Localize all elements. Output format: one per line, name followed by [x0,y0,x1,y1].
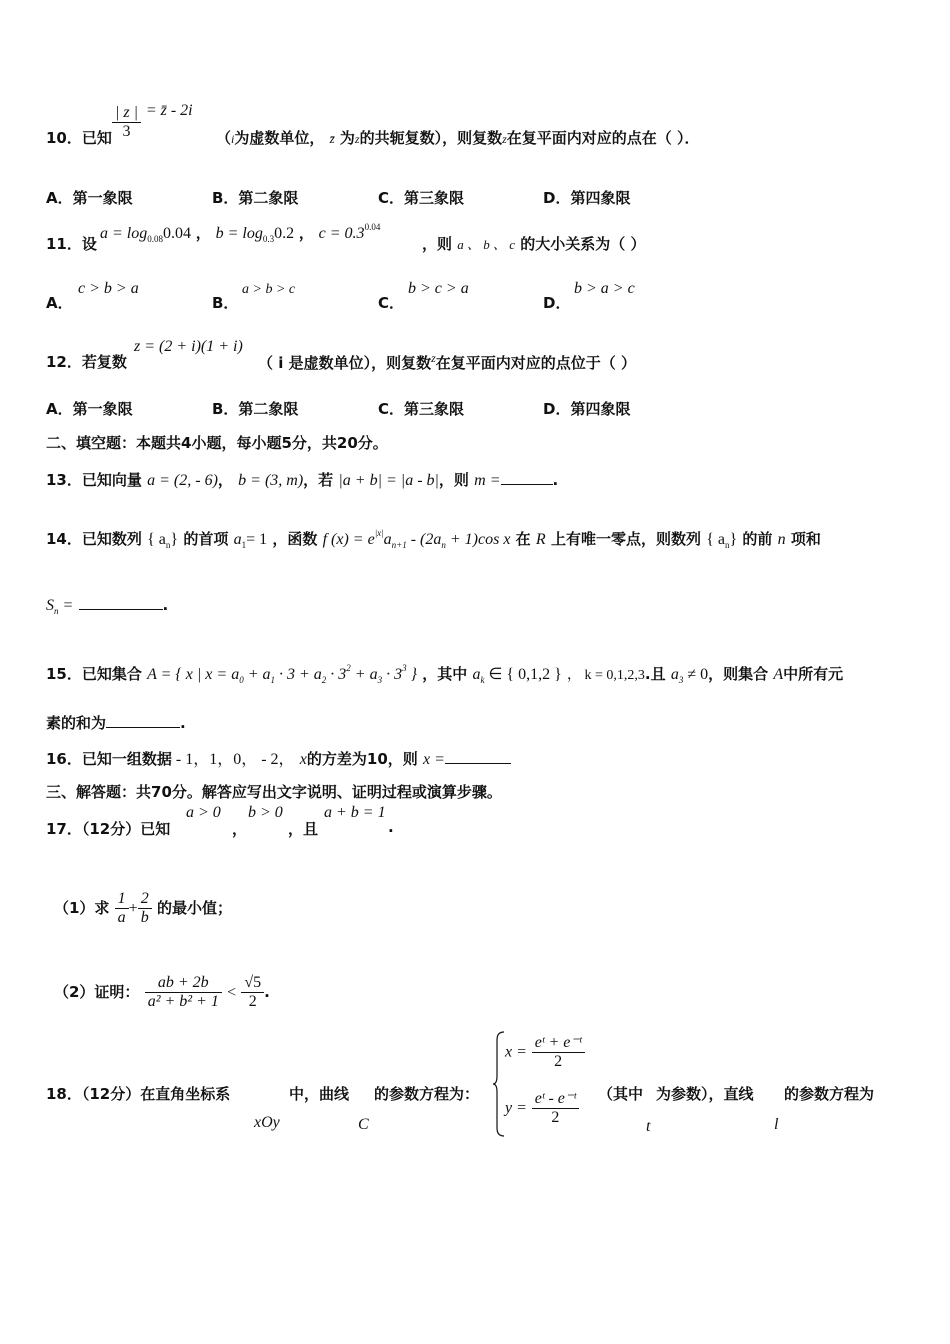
q17-p1-frac1 [115,890,129,927]
q15-a3-sub: 3 [678,675,684,685]
q18-l: l [774,1116,779,1133]
q18-text5: 的参数方程为 [784,1085,875,1103]
q17-p1-frac2 [138,890,152,927]
q14-seq2-open: { a [706,531,725,548]
q10-option-c: C．第三象限 [378,189,465,207]
q10-formula [112,102,193,141]
q17-p2-label: （2）证明： [54,983,140,1001]
q14-a1-val: = 1 [246,531,268,548]
q10-abs-fraction [112,104,141,141]
q13-b-vec: b = (3, m) [238,472,304,489]
q11-opt-a-expr: c > b > a [78,280,139,297]
q15-s0: 0 [239,675,244,685]
q17-p1-f2-num: 2 [138,890,152,909]
q15-line2 [46,712,186,733]
q14-func-a-sub: n+1 [391,540,407,550]
q18-xOy: xOy [254,1114,280,1131]
q13-condition: |a + b| = |a - b| [338,472,439,489]
q11-opt-d-expr: b > a > c [574,280,635,297]
q14-seq-open: { a [147,531,166,548]
q18-number: 18．（12分）在直角坐标系 [46,1085,231,1103]
q11-opt-d-label: D． [543,294,571,312]
q15-number: 15．已知集合 [46,665,142,683]
q15-sup2: 2 [346,663,351,673]
question-17 [46,818,170,839]
question-13: 13．已知向量 a = (2, - 6)， b = (3, m)，若 |a + b| = |a - b|，则 m = . [46,471,559,489]
q16-text: 16．已知一组数据 [46,750,172,768]
q12-tail-text: 在复平面内对应的点位于（ ） [435,354,636,372]
q14-n: n [777,531,786,548]
q13-number: 13．已知向量 [46,471,142,489]
section-3-heading: 三、解答题：共70分。解答应写出文字说明、证明过程或演算步骤。 [46,783,502,801]
q16-x: x [299,751,307,768]
q11-formulas: $a = \log_{0.08}0.04$ ， $b = \log_{0.3}0.2$ ， $c = 0.3^{0.04}$ [100,222,381,244]
q13-end: . [552,471,559,489]
q17-p1-f1-num: 1 [115,890,129,909]
q17-p1-label: （1）求 [54,899,110,917]
q16-answer-blank[interactable] [445,749,511,764]
q14-seq [147,531,178,548]
q11-number: 11．设 [46,235,97,253]
q14-seq-close: } [170,531,179,548]
q18-x-den: 2 [554,1053,563,1070]
q11-opt-b-label: B． [212,294,239,312]
q12-option-a: A．第一象限 [46,400,133,418]
q18-y-equation [505,1090,579,1127]
q10-z: z [502,132,507,146]
q18-C: C [358,1116,369,1133]
q18-text3: （其中 [598,1085,644,1103]
q11-opt-a-label: A． [46,294,73,312]
q18-system-brace [492,1030,506,1138]
q10-option-d: D．第四象限 [543,189,631,207]
q11-option-b [212,292,238,313]
q18-text1: 中，曲线 [289,1085,350,1103]
q17-cond-b: b > 0 [248,804,283,821]
q10-option-b: B．第二象限 [212,189,299,207]
q14-text4: 上有唯一零点，则数列 [550,530,701,548]
q15-a3: a [670,666,679,683]
q15-k: ， k = 0,1,2,3 [567,668,645,683]
q13-tail: ，则 [438,471,469,489]
q14-S: S [46,597,54,614]
q18-y-eq: y = [505,1099,527,1117]
q18-x-eq: x = [505,1043,527,1061]
q17-p2-rden: 2 [248,993,257,1010]
q15-p4: + a [350,666,378,683]
q15-text1: ，其中 [422,665,468,683]
q17-p2-num: ab + 2b [145,974,222,993]
q15-a3-ne: ≠ 0 [683,666,709,683]
q11-option-d [543,292,570,313]
q17-cond-a: a > 0 [186,804,221,821]
q14-text5: 的前 [742,530,773,548]
q14-a1: a [233,531,242,548]
q11-tail [422,233,646,254]
q17-p2-den: a² + b² + 1 [147,993,219,1010]
q18-text2: 的参数方程为： [374,1085,480,1103]
q14-text6: 项和 [790,530,821,548]
q15-in: ∈ { 0,1,2 } [484,666,562,683]
q12-formula: z = (2 + i)(1 + i) [134,338,243,355]
q17-p1-f1-den: a [117,909,126,926]
question-10 [46,127,112,148]
q11-vars: a 、 b 、 c [457,237,516,252]
q12-tail [258,351,636,373]
q15-text4: 中所有元 [783,665,844,683]
q11-b-sub: 0.3 [262,234,275,244]
q17-part2 [54,974,270,1011]
q11-a-arg: 0.04 [163,225,191,242]
q14-text2: ，函数 [272,530,318,548]
q15-p5: · 3 [382,666,403,683]
q11-a-expr: a = log [100,225,148,242]
q15-line2-text: 素的和为 [46,714,107,732]
q10-note-text3: 的共轭复数），则复数 [359,129,503,147]
q15-ak-sub: k [480,675,485,685]
q10-number: 10．已知 [46,129,112,147]
q15-s3: 3 [377,675,383,685]
q11-a-sub: 0.08 [147,234,163,244]
question-18 [46,1083,230,1104]
q12-z: z [431,351,436,365]
q17-cond-sum: a + b = 1 [324,804,386,821]
q18-x-num: eᵗ + e⁻ᵗ [532,1034,585,1053]
q14-answer-blank[interactable] [79,595,163,610]
q14-end: . [162,596,169,614]
q17-end: . [388,818,394,836]
q14-func: f (x) = e [322,531,375,548]
q15-p1: + a [243,666,271,683]
q12-option-c: C．第三象限 [378,400,465,418]
q14-a1-sub: 1 [241,540,247,550]
q18-y-frac [532,1090,579,1127]
q17-comma1: ， [232,820,248,838]
q11-tail2: 的大小关系为（ ） [520,235,646,253]
q18-text4: 为参数），直线 [656,1085,754,1103]
q14-func-rest2: + 1)cos x [445,531,511,548]
q18-x-frac [532,1034,585,1071]
q18-t: t [646,1118,651,1135]
q17-number: 17．（12分）已知 [46,820,171,838]
q15-end: . [180,714,186,732]
q16-data: - 1，1，0， - 2， [171,751,295,768]
q17-p2-frac-left [145,974,222,1011]
q15-set: A = { x | x = a [147,666,240,683]
q10-zbar: z̄ [329,131,335,146]
q11-b-expr: b = log [215,225,263,242]
q18-x-equation [505,1034,585,1071]
q13-answer-blank[interactable] [501,470,553,485]
q14-seq2-close: } [729,531,738,548]
q14-R: R [535,531,546,548]
q10-option-a: A．第一象限 [46,189,133,207]
q15-sup3: 3 [402,663,407,673]
q10-tail: 在复平面内对应的点在（ ）． [506,129,700,147]
q17-p2-frac-right [241,974,264,1011]
q12-option-b: B．第二象限 [212,400,299,418]
q14-text3: 在 [515,530,531,548]
q10-note-open: （ [216,129,232,147]
q17-and: ，且 [288,820,319,838]
q11-tail1: ，则 [422,235,453,253]
q14-seq2 [706,531,737,548]
q14-func-rest: - (2a [406,531,442,548]
q14-func-rest-sub: n [441,540,446,550]
q17-p1-f2-den: b [140,909,149,926]
q10-note-text1: 为虚数单位， [234,129,325,147]
q17-p1-plus: + [128,900,138,917]
q10-z-note: z [354,132,360,146]
q17-p2-end: . [264,983,270,1001]
q17-p2-lt: < [227,984,237,1001]
question-16 [46,746,511,769]
q15-s1: 1 [270,675,275,685]
q12-number: 12．若复数 [46,353,127,371]
q15-close: } [406,666,417,683]
q10-frac-num: | z | [112,104,141,123]
q11-c-sup: 0.04 [364,222,381,232]
q15-text2: .且 [644,665,666,683]
q14-seq-sub: n [165,540,171,550]
question-15 [46,663,843,685]
q14-func-sup: |x| [374,528,384,538]
q11-option-c [378,292,404,313]
q14-number: 14．已知数列 [46,530,142,548]
q17-p1-tail: 的最小值； [156,899,232,917]
q11-b-arg: 0.2 [274,225,295,242]
q18-y-den: 2 [551,1109,560,1126]
q11-opt-b-expr: a > b > c [242,282,296,297]
section-2-heading: 二、填空题：本题共4小题，每小题5分，共20分。 [46,434,388,452]
q10-frac-den: 3 [122,123,131,140]
q10-note [216,127,700,148]
q15-s2: 2 [321,675,327,685]
q10-note-text2: 为 [339,129,355,147]
q13-a-vec: a = (2, - 6) [147,472,218,489]
q16-x2: x = [423,751,445,768]
question-11 [46,233,97,254]
q15-text3: ，则集合 [708,665,769,683]
q12-option-d: D．第四象限 [543,400,631,418]
q11-option-a [46,292,73,313]
q15-A: A [773,666,784,683]
q15-p3: · 3 [326,666,347,683]
q18-y-num: eᵗ - e⁻ᵗ [532,1090,579,1109]
q14-func-a: a [383,531,392,548]
q14-S-eq: = [58,597,74,614]
q16-text2: 的方差为10，则 [306,750,418,768]
question-12 [46,351,127,372]
q14-S-sub: n [54,606,59,616]
q14-text1: 的首项 [183,530,229,548]
q10-i: i [231,132,235,146]
q15-answer-blank[interactable] [106,713,180,728]
q15-p2: · 3 + a [274,666,322,683]
q17-p2-rnum: √5 [241,974,264,993]
q11-opt-c-expr: b > c > a [408,280,469,297]
q13-m: m = [474,472,501,489]
q14-answer-line [46,595,168,616]
q15-ak: a [472,666,481,683]
q11-opt-c-label: C． [378,294,405,312]
q10-rhs: = z̄ - 2i [145,102,193,119]
q14-seq2-sub: n [724,540,730,550]
q17-part1 [54,890,232,927]
q12-note: （ i 是虚数单位），则复数 [258,354,432,372]
question-14 [46,528,821,550]
q11-c-expr: c = 0.3 [318,225,365,242]
